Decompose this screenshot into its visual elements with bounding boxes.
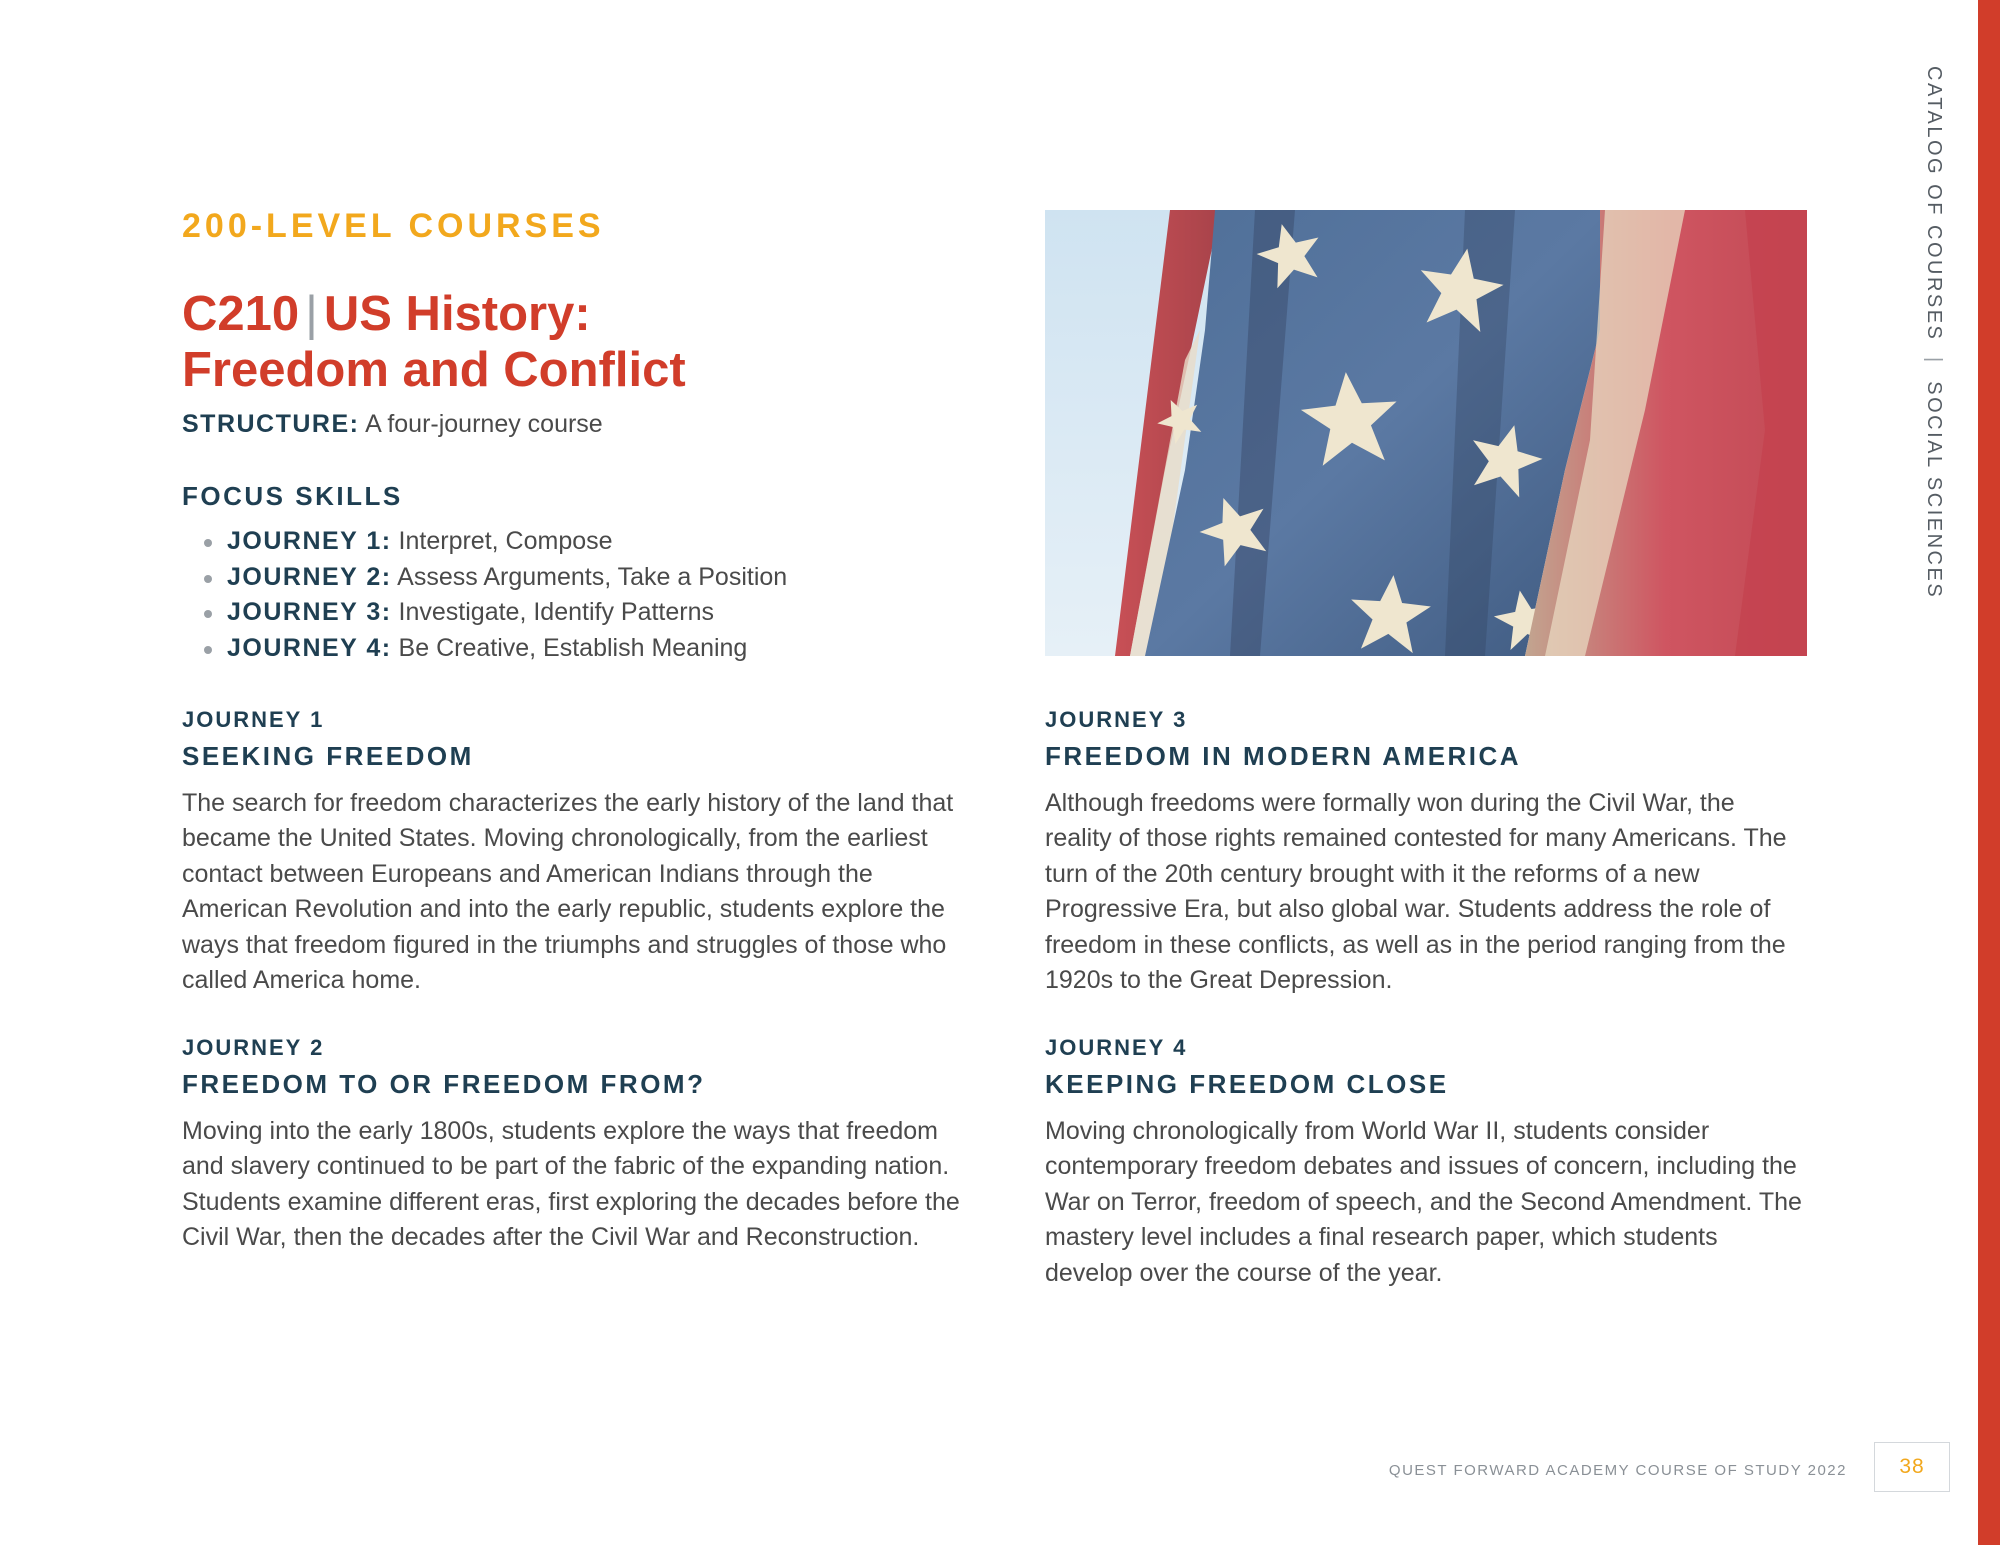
course-level-heading: 200-LEVEL COURSES <box>182 207 605 245</box>
journey-number: JOURNEY 2 <box>182 1035 325 1060</box>
title-separator: | <box>305 287 318 341</box>
journey-title: KEEPING FREEDOM CLOSE <box>1045 1069 1449 1099</box>
journey-number: JOURNEY 3 <box>1045 707 1188 732</box>
skill-text: Be Creative, Establish Meaning <box>398 633 748 662</box>
journey-description: Moving chronologically from World War II, students consider contemporary freedom debates and issues of concern, including the War on Terror, freedom of speech, and the Second Amendment. The mastery level includes a final research paper, which students develop over the course of the year. <box>1045 1117 1802 1287</box>
running-header-vertical <box>1922 66 1945 599</box>
journey-title: SEEKING FREEDOM <box>182 741 474 771</box>
course-title-line1: US History: <box>323 287 591 341</box>
journey-title: FREEDOM IN MODERN AMERICA <box>1045 741 1522 771</box>
skill-journey-label: JOURNEY 2: <box>227 562 392 591</box>
journey-description: The search for freedom characterizes the early history of the land that became the United States. Moving chronologically, from the earliest contact between Europeans and American Indians through the American Revolution and into the early republic, students explore the ways that freedom figured in the triumphs and struggles of those who called America home. <box>182 789 954 995</box>
catalog-label: CATALOG OF COURSES <box>1923 66 1945 342</box>
bullet-icon <box>204 539 212 547</box>
journey-number: JOURNEY 1 <box>182 707 325 732</box>
skill-journey-label: JOURNEY 1: <box>227 527 392 555</box>
structure-label: STRUCTURE: <box>182 410 360 438</box>
course-structure <box>182 410 603 439</box>
edge-accent-stripe <box>1978 0 2000 1545</box>
skill-journey-label: JOURNEY 4: <box>227 633 392 662</box>
journey-title: FREEDOM TO OR FREEDOM FROM? <box>182 1069 706 1099</box>
list-item <box>182 631 787 667</box>
page-number: 38 <box>1874 1442 1950 1492</box>
section-label: SOCIAL SCIENCES <box>1923 381 1945 600</box>
journey-4-section <box>1045 1035 1807 1291</box>
skill-journey-label: JOURNEY 3: <box>227 598 392 626</box>
bullet-icon <box>204 575 212 583</box>
running-header-separator: | <box>1923 357 1945 366</box>
journey-1-section <box>182 707 962 998</box>
skill-text: Assess Arguments, Take a Position <box>397 562 788 591</box>
bullet-icon <box>204 646 212 654</box>
list-item <box>182 560 787 596</box>
course-title-line2: Freedom and Conflict <box>182 343 686 397</box>
footer-publication-title: QUEST FORWARD ACADEMY COURSE OF STUDY 2022 <box>1388 1462 1847 1479</box>
list-item <box>182 524 787 560</box>
journey-2-section <box>182 1035 962 1256</box>
list-item <box>182 595 787 631</box>
course-code: C210 <box>182 287 300 341</box>
journey-description: Although freedoms were formally won during the Civil War, the reality of those rights remained contested for many Americans. The turn of the 20th century brought with it the reforms of a new Progressive Era, but also global war. Students address the role of freedom in these conflicts, as well as in the period ranging from the 1920s to the Great Depression. <box>1045 789 1787 995</box>
focus-skills-heading: FOCUS SKILLS <box>182 481 403 511</box>
focus-skills-list <box>182 524 787 666</box>
structure-value: A four-journey course <box>365 410 603 438</box>
skill-text: Investigate, Identify Patterns <box>398 598 715 626</box>
journey-number: JOURNEY 4 <box>1045 1035 1188 1060</box>
journey-description: Moving into the early 1800s, students explore the ways that freedom and slavery continued to be part of the fabric of the expanding nation. Students examine different eras, first exploring the decades before the Civil War, then the decades after the Civil War and Reconstruction. <box>182 1117 960 1252</box>
page-title <box>182 286 686 398</box>
journey-3-section <box>1045 707 1807 998</box>
bullet-icon <box>204 610 212 618</box>
flag-photo <box>1045 210 1807 656</box>
skill-text: Interpret, Compose <box>398 527 613 555</box>
